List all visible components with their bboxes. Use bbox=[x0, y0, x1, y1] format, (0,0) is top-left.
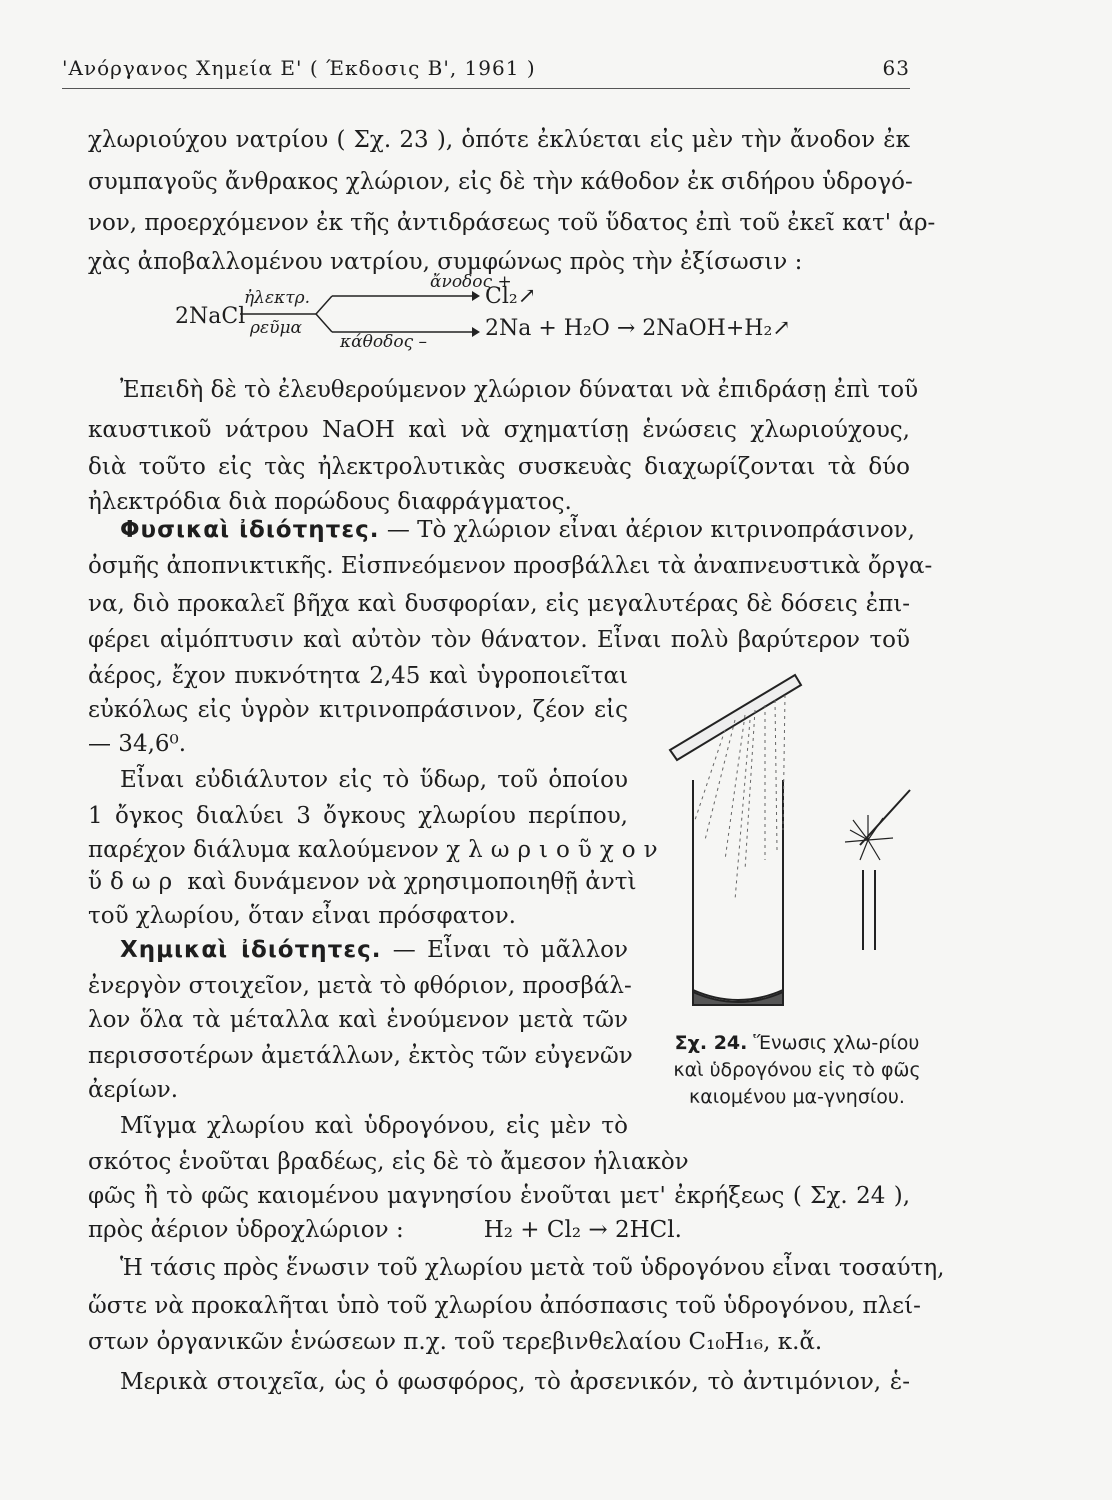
text-line: Εἶναι εὐδιάλυτον εἰς τὸ ὕδωρ, τοῦ ὁποίου bbox=[120, 767, 628, 793]
physical-first-line bbox=[120, 514, 915, 546]
text-span: πρὸς ἀέριον ὑδροχλώριον : bbox=[88, 1217, 404, 1243]
text-line: χὰς ἀποβαλλομένου νατρίου, συμφώνως πρὸς τὴν ἐξίσωσιν : bbox=[88, 249, 803, 275]
magnesium-ribbon-icon bbox=[670, 675, 801, 760]
text-line: ἀέρος, ἔχον πυκνότητα 2,45 καὶ ὑγροποιεῖται bbox=[88, 663, 628, 689]
text-line: ἠλεκτρόδια διὰ πορώδους διαφράγματος. bbox=[88, 489, 572, 515]
text-line: ὥστε νὰ προκαλῆται ὑπὸ τοῦ χλωρίου ἀπόσπασις τοῦ ὑδρογόνου, πλεί- bbox=[88, 1293, 921, 1319]
spaced-term: ὕδωρ bbox=[88, 869, 181, 895]
text-line: Μῖγμα χλωρίου καὶ ὑδρογόνου, εἰς μὲν τὸ bbox=[120, 1113, 628, 1139]
text-line: Ἡ τάσις πρὸς ἕνωσιν τοῦ χλωρίου μετὰ τοῦ ὑδρογόνου εἶναι τοσαύτη, bbox=[120, 1255, 945, 1281]
cylinder-icon bbox=[693, 780, 783, 1005]
text-line: ἀερίων. bbox=[88, 1077, 179, 1103]
text-line: τοῦ χλωρίου, ὅταν εἶναι πρόσφατον. bbox=[88, 903, 516, 929]
text-line: νον, προερχόμενον ἐκ τῆς ἀντιδράσεως τοῦ ὕδατος ἐπὶ τοῦ ἐκεῖ κατ' ἀρ- bbox=[88, 210, 936, 236]
page-number: 63 bbox=[882, 56, 910, 80]
electro-bottom: ρεῦμα bbox=[250, 318, 302, 338]
text-line: 1 ὄγκος διαλύει 3 ὄγκους χλωρίου περίπου, bbox=[88, 803, 628, 829]
text-span: παρέχον διάλυμα καλούμενον bbox=[88, 837, 439, 863]
text-line: συμπαγοῦς ἄνθρακος χλώριον, εἰς δὲ τὴν κάθοδον ἐκ σιδήρου ὑδρογό- bbox=[88, 169, 913, 195]
text-line: σκότος ἑνοῦται βραδέως, εἰς δὲ τὸ ἄμεσον ἡλιακὸν bbox=[88, 1149, 689, 1175]
text-line: ἐνεργὸν στοιχεῖον, μετὰ τὸ φθόριον, προσβάλ- bbox=[88, 973, 632, 999]
spaced-term: χλωριοῦχον bbox=[446, 837, 666, 863]
running-header bbox=[62, 48, 910, 89]
text-line: εὐκόλως εἰς ὑγρὸν κιτρινοπράσινον, ζέον εἰς bbox=[88, 697, 628, 723]
text-line: περισσοτέρων ἀμετάλλων, ἐκτὸς τῶν εὐγενῶν bbox=[88, 1043, 633, 1069]
cathode-product: 2Na + H₂O → 2NaOH+H₂↗ bbox=[485, 316, 791, 341]
text-line: καυστικοῦ νάτρου NaOH καὶ νὰ σχηματίσῃ ἑνώσεις χλωριούχους, bbox=[88, 417, 910, 443]
text-line: λον ὅλα τὰ μέταλλα καὶ ἑνούμενον μετὰ τῶν bbox=[88, 1007, 628, 1033]
text-line bbox=[88, 1214, 910, 1246]
figure-caption-text: Ἕνωσις χλω-ρίου καὶ ὑδρογόνου εἰς τὸ φῶς καιομένου μα-γνησίου. bbox=[673, 1032, 921, 1108]
text-span: — Τὸ χλώριον εἶναι ἀέριον κιτρινοπράσινον, bbox=[386, 517, 915, 543]
text-line: χλωριούχου νατρίου ( Σχ. 23 ), ὁπότε ἐκλύεται εἰς μὲν τὴν ἄνοδον ἐκ bbox=[88, 127, 910, 153]
section-heading: Χημικαὶ ἰδιότητες. bbox=[120, 937, 382, 963]
anode-product: Cl₂↗ bbox=[485, 284, 537, 309]
text-span: καὶ δυνάμενον νὰ χρησιμοποιηθῇ ἀντὶ bbox=[187, 869, 637, 895]
figure-hydrogen-chlorine-illustration bbox=[665, 660, 930, 1020]
header-title: 'Ανόργανος Χημεία Ε' ( Έκδοσις Β', 1961 ) bbox=[62, 56, 536, 80]
text-line: Μερικὰ στοιχεῖα, ὡς ὁ φωσφόρος, τὸ ἀρσενικόν, τὸ ἀντιμόνιον, ἑ- bbox=[120, 1369, 910, 1395]
reactant: 2NaCl bbox=[175, 304, 246, 329]
figure-label: Σχ. 24. bbox=[674, 1032, 748, 1054]
text-line: Ἐπειδὴ δὲ τὸ ἐλευθερούμενον χλώριον δύναται νὰ ἐπιδράσῃ ἐπὶ τοῦ bbox=[120, 377, 919, 403]
figure-caption bbox=[672, 1030, 922, 1111]
text-line: στων ὀργανικῶν ἑνώσεων π.χ. τοῦ τερεβινθελαίου C₁₀H₁₆, κ.ἄ. bbox=[88, 1329, 823, 1355]
anode-label: ἄνοδος + bbox=[430, 272, 512, 292]
section-heading: Φυσικαὶ ἰδιότητες. bbox=[120, 517, 380, 543]
burning-magnesium-icon bbox=[845, 790, 910, 950]
text-line: ὀσμῆς ἀποπνικτικῆς. Εἰσπνεόμενον προσβάλλει τὰ ἀναπνευστικὰ ὄργα- bbox=[88, 553, 933, 579]
text-line: να, διὸ προκαλεῖ βῆχα καὶ δυσφορίαν, εἰς μεγαλυτέρας δὲ δόσεις ἐπι- bbox=[88, 591, 910, 617]
electro-top: ἠλεκτρ. bbox=[244, 288, 311, 308]
text-line: φέρει αἱμόπτυσιν καὶ αὐτὸν τὸν θάνατον. Εἶναι πολὺ βαρύτερον τοῦ bbox=[88, 627, 910, 653]
text-line bbox=[88, 834, 666, 866]
text-line: διὰ τοῦτο εἰς τὰς ἠλεκτρολυτικὰς συσκευὰς διαχωρίζονται τὰ δύο bbox=[88, 454, 910, 480]
chemical-first-line bbox=[120, 934, 628, 966]
reaction-formula: H₂ + Cl₂ → 2HCl. bbox=[483, 1217, 682, 1243]
text-line: φῶς ἢ τὸ φῶς καιομένου μαγνησίου ἑνοῦται μετ' ἐκρήξεως ( Σχ. 24 ), bbox=[88, 1183, 910, 1209]
text-line: — 34,6⁰. bbox=[88, 731, 187, 757]
text-span: — Εἶναι τὸ μᾶλλον bbox=[392, 937, 629, 963]
cathode-label: κάθοδος – bbox=[340, 332, 427, 352]
text-line bbox=[88, 866, 637, 898]
